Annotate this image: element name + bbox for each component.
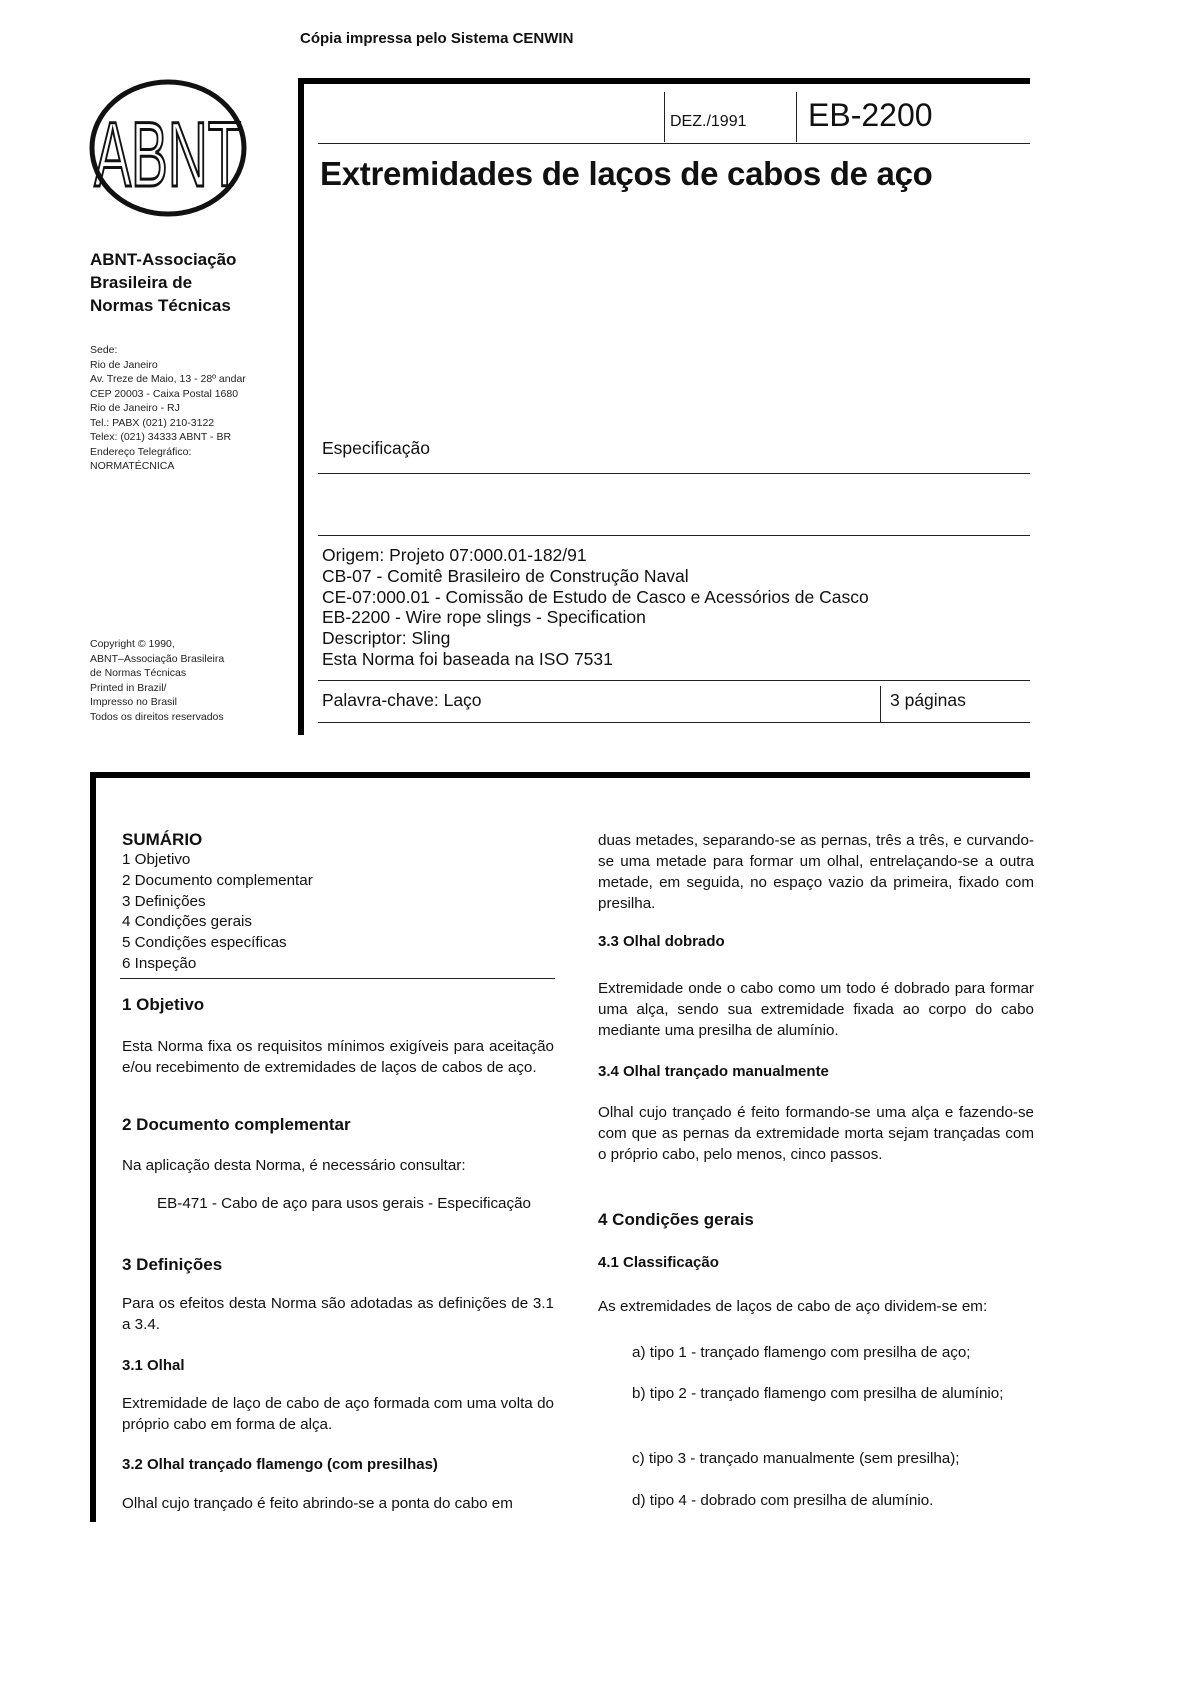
frame-bar [298, 78, 304, 735]
paragraph: Extremidade de laço de cabo de aço formada com uma volta do próprio cabo em forma de alça. [122, 1395, 554, 1433]
summary-item: 2 Documento complementar [122, 871, 313, 889]
subsection-heading: 3.4 Olhal trançado manualmente [598, 1063, 829, 1080]
doc-code: EB-2200 [808, 97, 933, 133]
copyright-line: Printed in Brazil/ [90, 681, 167, 694]
section-heading: 3 Definições [122, 1255, 223, 1274]
origin-line: CE-07:000.01 - Comissão de Estudo de Casco e Acessórios de Casco [322, 586, 869, 607]
section-heading: 1 Objetivo [122, 995, 205, 1014]
copyright-line: de Normas Técnicas [90, 667, 187, 679]
origin-line: Origem: Projeto 07:000.01-182/91 [322, 545, 587, 565]
abnt-logo [88, 78, 248, 218]
divider [318, 722, 1030, 723]
address-line: Rio de Janeiro [90, 358, 158, 371]
paragraph: Para os efeitos desta Norma são adotadas as definições de 3.1 a 3.4. [122, 1295, 554, 1333]
frame-bar [298, 78, 1030, 84]
date: DEZ./1991 [670, 113, 747, 130]
summary-item: 3 Definições [122, 892, 206, 910]
doc-type: Especificação [322, 438, 430, 458]
divider [318, 143, 1030, 144]
origin-line: Descriptor: Sling [322, 628, 451, 649]
subsection-heading: 3.3 Olhal dobrado [598, 933, 725, 950]
section-heading: 2 Documento complementar [122, 1115, 351, 1134]
org-name-line: Normas Técnicas [90, 296, 231, 315]
subsection-heading: 3.2 Olhal trançado flamengo (com presilhas) [122, 1456, 438, 1473]
page-count: 3 páginas [890, 690, 966, 710]
paragraph: Olhal cujo trançado é feito formando-se uma alça e fazendo-se com que as pernas da extremidade morta sejam trançadas com o próprio cabo, pelo menos, cinco passos. [598, 1104, 1034, 1163]
list-item: a) tipo 1 - trançado flamengo com presilha de aço; [632, 1344, 971, 1361]
summary-item: 6 Inspeção [122, 954, 197, 972]
copyright-block [90, 637, 224, 724]
doc-title: Extremidades de laços de cabos de aço [320, 155, 933, 192]
address-line: Rio de Janeiro - RJ [90, 402, 180, 414]
list-item: d) tipo 4 - dobrado com presilha de alumínio. [632, 1492, 934, 1509]
summary-item: 4 Condições gerais [122, 913, 253, 931]
copyright-line: ABNT–Associação Brasileira [90, 652, 225, 665]
list-item: c) tipo 3 - trançado manualmente (sem presilha); [632, 1450, 960, 1467]
keyword: Palavra-chave: Laço [322, 690, 482, 710]
paragraph: As extremidades de laços de cabo de aço dividem-se em: [598, 1298, 988, 1315]
paragraph: Esta Norma fixa os requisitos mínimos exigíveis para aceitação e/ou recebimento de extremidades de laços de cabos de aço. [122, 1038, 554, 1076]
paragraph: Na aplicação desta Norma, é necessário consultar: [122, 1157, 466, 1174]
address-line: CEP 20003 - Caixa Postal 1680 [90, 387, 239, 400]
paragraph: Extremidade onde o cabo como um todo é dobrado para formar uma alça, sendo sua extremidade fixada ao corpo do cabo mediante uma presilha de alumínio. [598, 980, 1034, 1039]
section-heading: 4 Condições gerais [598, 1210, 754, 1229]
address-line: Av. Treze de Maio, 13 - 28º andar [90, 373, 246, 385]
paragraph: duas metades, separando-se as pernas, três a três, e curvando-se uma metade para formar um olhal, entrelaçando-se a outra metade, em seguida, no espaço vazio da primeira, fixado com presilha. [598, 832, 1034, 912]
svg-text:ABNT: ABNT [94, 103, 242, 207]
address-line: Endereço Telegráfico: [90, 445, 192, 458]
copyright-line: Todos os direitos reservados [90, 710, 224, 723]
org-name-line: Brasileira de [90, 273, 193, 292]
summary-list [122, 850, 313, 975]
divider [664, 92, 665, 142]
summary-item: 5 Condições específicas [122, 934, 287, 952]
address-line: Tel.: PABX (021) 210-3122 [90, 416, 215, 429]
summary-title: SUMÁRIO [122, 830, 203, 849]
divider [318, 473, 1030, 474]
address-line: NORMATÉCNICA [90, 460, 175, 472]
subsection-heading: 4.1 Classificação [598, 1254, 719, 1271]
address-line: Sede: [90, 344, 118, 356]
address-block [90, 343, 246, 474]
origin-line: EB-2200 - Wire rope slings - Specification [322, 607, 646, 628]
frame-bar [90, 772, 1030, 778]
subsection-heading: 3.1 Olhal [122, 1357, 185, 1374]
divider [120, 978, 555, 979]
org-name-line: ABNT-Associação [90, 250, 237, 269]
copyright-line: Impresso no Brasil [90, 696, 177, 708]
origin-block [322, 545, 869, 670]
print-header: Cópia impressa pelo Sistema CENWIN [300, 30, 574, 47]
copyright-line: Copyright © 1990, [90, 638, 175, 650]
summary-item: 1 Objetivo [122, 851, 191, 868]
list-item: b) tipo 2 - trançado flamengo com presilha de alumínio; [632, 1385, 1004, 1402]
origin-line: Esta Norma foi baseada na ISO 7531 [322, 648, 613, 669]
divider [318, 680, 1030, 681]
address-line: Telex: (021) 34333 ABNT - BR [90, 431, 232, 443]
reference: EB-471 - Cabo de aço para usos gerais - Especificação [157, 1195, 531, 1212]
divider [880, 686, 881, 722]
origin-line: CB-07 - Comitê Brasileiro de Construção Naval [322, 565, 689, 586]
divider [318, 535, 1030, 536]
divider [796, 92, 797, 142]
frame-bar [90, 772, 96, 1522]
paragraph: Olhal cujo trançado é feito abrindo-se a ponta do cabo em [122, 1495, 513, 1512]
